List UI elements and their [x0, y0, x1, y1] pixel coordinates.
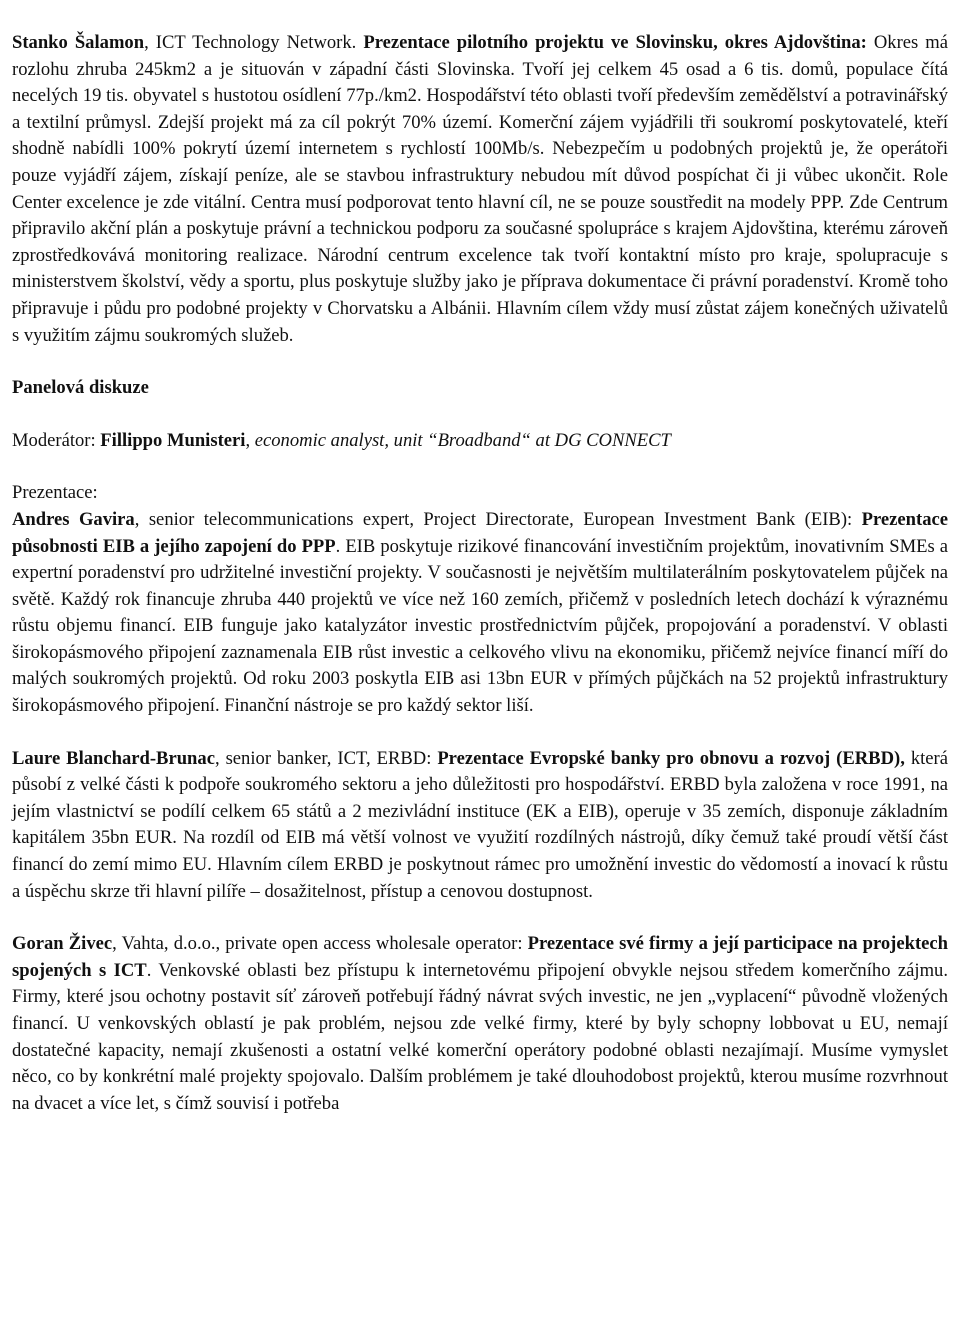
speaker-name: Stanko Šalamon — [12, 32, 145, 53]
paragraph-blanchard-brunac — [12, 746, 948, 906]
moderator-separator: , — [245, 429, 255, 451]
paragraph-salamon — [12, 30, 948, 349]
speaker-affiliation: , senior banker, ICT, ERBD: — [214, 747, 438, 769]
speaker-name: Laure Blanchard-Brunac — [12, 747, 215, 769]
presentations-label — [12, 480, 948, 507]
speaker-name: Andres Gavira — [12, 508, 135, 530]
document-page — [12, 30, 948, 1117]
presentation-title: Prezentace pilotního projektu ve Slovinsku, okres Ajdovština: — [363, 32, 867, 53]
moderator-line — [12, 428, 948, 455]
presentation-title: Prezentace působnosti EIB a jejího zapojení do PPP — [12, 508, 948, 557]
moderator-role: economic analyst, unit “Broadband“ at DG CONNECT — [254, 429, 671, 451]
paragraph-body: která působí z velké části k podpoře soukromého sektoru a jeho důležitosti pro hospodářství. ERBD byla založena v roce 1991, na jejím vlastnictví se podílí celkem 65 států a 2 mezivládní instituce (EK a EIB), operuje v 35 zemích, disponuje základním kapitálem 35bn EUR. Na rozdíl od EIB má větší volnost ve využití rozdílných nástrojů, díky čemuž také proudí větší část financí do zemí mimo EU. Hlavním cílem ERBD je poskytnout rámec pro umožnění investic do vědomostí a inovací k růstu a úspěchu skrze tři hlavní pilíře – dosažitelnost, přístup a cenovou dostupnost. — [12, 747, 948, 902]
speaker-affiliation: , ICT Technology Network. — [144, 32, 364, 53]
paragraph-body: Okres má rozlohu zhruba 245km2 a je situován v západní části Slovinska. Tvoří jej celkem 45 osad a 6 tis. domů, populace čítá necelých 19 tis. obyvatel s hustotou osídlení 77p./km2. Hospodářství této oblasti tvoří především zemědělství a potravinářský a textilní průmysl. Zdejší projekt má za cíl pokrýt 70% území. Komerční zájem vyjádřili tři soukromí poskytovatelé, kteří shodně nabídli 100% pokrytí území internetem s rychlostí 100Mb/s. Nebezpečím u podobných projektů je, že operátoři pouze vyjádří zájem, získají peníze, ale se stavbou infrastruktury nebudou mít důvod pospíchat či ji vůbec ukončit. Role Center excelence je zde vitální. Centra musí podporovat tento hlavní cíl, ne se pouze soustředit na modely PPP. Zde Centrum připravilo akční plán a poskytuje právní a technickou podporu za současné spolupráce s krajem Ajdovština, kterému zároveň zprostředkovává monitoring realizace. Národní centrum excelence tak tvoří kontaktní místo pro kraje, spolupracuje s ministerstvem školství, vědy a sportu, plus poskytuje služby jako je příprava dokumentace či právní poradenství. Kromě toho připravuje i půdu pro podobné projekty v Chorvatsku a Albánii. Hlavním cílem vždy musí zůstat zájem konečných uživatelů s využitím zájmu soukromých služeb. — [12, 32, 948, 346]
speaker-affiliation: , Vahta, d.o.o., private open access wholesale operator: — [112, 933, 528, 955]
speaker-affiliation: , senior telecommunications expert, Project Directorate, European Investment Bank (EIB): — [134, 508, 862, 530]
moderator-name: Fillippo Munisteri — [100, 429, 246, 451]
moderator-label: Moderátor: — [12, 429, 101, 451]
section-heading-text: Panelová diskuze — [12, 377, 149, 399]
section-heading — [12, 375, 948, 402]
paragraph-zivec — [12, 931, 948, 1117]
presentations-label-text: Prezentace: — [12, 482, 98, 504]
paragraph-body: . EIB poskytuje rizikové financování investičním projektům, inovativním SMEs a expertní poradenství pro udržitelné investiční projekty. V současnosti je největším multilaterálním poskytovatelem půjček na světě. Každý rok financuje zhruba 440 projektů ve více než 160 zemích, přičemž v posledních letech dochází k výraznému růstu objemu financí. EIB funguje jako katalyzátor investic prostřednictvím půjček, propojování a poradenství. V oblasti širokopásmového připojení zaznamenala EIB růst investic a celkového vlivu na ekonomiku, přičemž nejvíce financí míří do malých soukromých projektů. Od roku 2003 poskytla EIB asi 13bn EUR v přímých půjčkách na 52 projektů infrastruktury širokopásmového připojení. Finanční nástroje se pro každý sektor liší. — [12, 535, 948, 717]
speaker-name: Goran Živec — [12, 933, 113, 955]
presentation-title: Prezentace Evropské banky pro obnovu a rozvoj (ERBD), — [437, 747, 905, 769]
presentation-title: Prezentace své firmy a její participace na projektech spojených s ICT — [12, 933, 949, 981]
paragraph-gavira — [12, 507, 948, 720]
paragraph-body: . Venkovské oblasti bez přístupu k internetovému připojení obvykle nejsou středem komerčního zájmu. Firmy, které jsou ochotny postavit síť zároveň potřebují řádný návrat svých investic, ne jen „vyplacení“ původně vložených financí. U venkovských oblastí je pak problém, nejsou zde velké firmy, které by byly schopny lobbovat u EU, nemají dostatečné kapacity, nemají zkušenosti a ostatní velké komerční operátory podobné oblasti nezajímají. Musíme vymyslet něco, co by konkrétní malé projekty spojovalo. Dalším problémem je také dlouhodobost projektů, kterou musíme rozvrhnout na dvacet a více let, s čímž souvisí i potřeba — [12, 959, 948, 1114]
